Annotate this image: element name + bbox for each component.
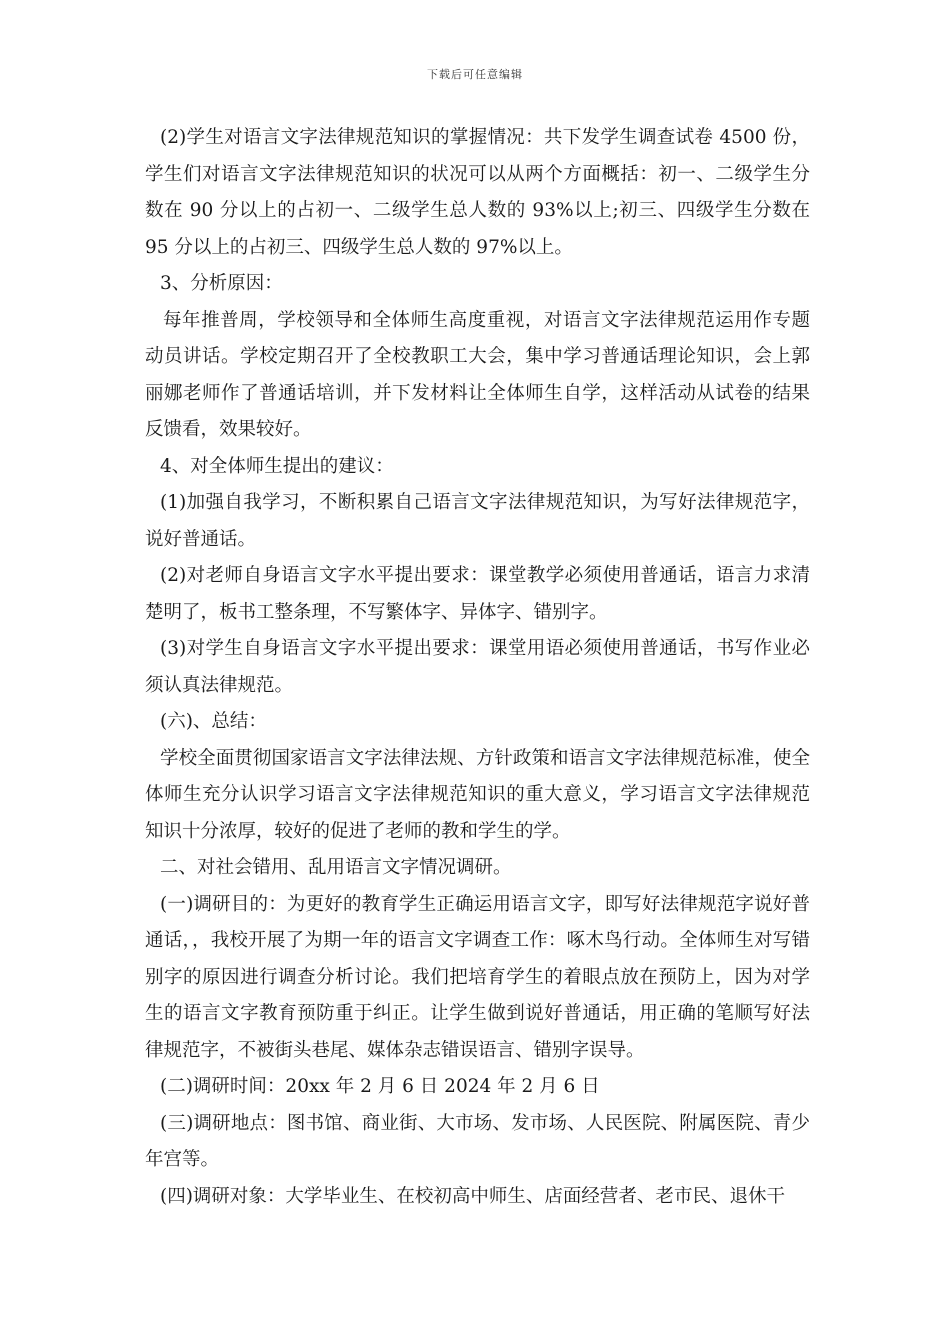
- paragraph-analysis-body: 每年推普周，学校领导和全体师生高度重视，对语言文字法律规范运用作专题动员讲话。学校定期召开了全校教职工大会，集中学习普通话理论知识，会上郭丽娜老师作了普通话培训，并下发材料让全体师生自学，这样活动从试卷的结果反馈看，效果较好。: [145, 309, 810, 440]
- paragraph-students-mastery: (2)学生对语言文字法律规范知识的掌握情况：共下发学生调查试卷 4500 份，学生们对语言文字法律规范知识的状况可以从两个方面概括：初一、二级学生分数在 90 分以上的占初一、二级学生总人数的 93%以上;初三、四级学生分数在 95 分以上的占初三、四级学生总人数的 97%以上。: [145, 127, 810, 258]
- heading-analysis: 3、分析原因：: [160, 273, 283, 294]
- document-body: [145, 120, 810, 1215]
- paragraph-suggestion-3: (3)对学生自身语言文字水平提出要求：课堂用语必须使用普通话，书写作业必须认真法律规范。: [145, 638, 810, 696]
- page-header: 下载后可任意编辑: [427, 68, 523, 81]
- heading-survey: 二、对社会错用、乱用语言文字情况调研。: [160, 857, 512, 878]
- paragraph-survey-purpose: (一)调研目的：为更好的教育学生正确运用语言文字，即写好法律规范字说好普通话，，我校开展了为期一年的语言文字调查工作：啄木鸟行动。全体师生对写错别字的原因进行调查分析讨论。我们把培育学生的着眼点放在预防上，因为对学生的语言文字教育预防重于纠正。让学生做到说好普通话，用正确的笔顺写好法律规范字，不被街头巷尾、媒体杂志错误语言、错别字误导。: [145, 893, 810, 1061]
- heading-suggestions: 4、对全体师生提出的建议：: [160, 455, 394, 477]
- paragraph-suggestion-2: (2)对老师自身语言文字水平提出要求：课堂教学必须使用普通话，语言力求清楚明了，板书工整条理，不写繁体字、异体字、错别字。: [145, 565, 810, 623]
- paragraph-survey-time: (二)调研时间：20xx 年 2 月 6 日 2024 年 2 月 6 日: [160, 1076, 600, 1097]
- heading-summary: (六)、总结：: [160, 711, 267, 732]
- paragraph-summary-body: 学校全面贯彻国家语言文字法律法规、方针政策和语言文字法律规范标准，使全体师生充分认识学习语言文字法律规范知识的重大意义，学习语言文字法律规范知识十分浓厚，较好的促进了老师的教和学生的学。: [145, 747, 810, 842]
- paragraph-survey-subjects: (四)调研对象：大学毕业生、在校初高中师生、店面经营者、老市民、退休干: [160, 1185, 785, 1207]
- paragraph-suggestion-1: (1)加强自我学习，不断积累自己语言文字法律规范知识，为写好法律规范字，说好普通话。: [145, 492, 810, 550]
- paragraph-survey-location: (三)调研地点：图书馆、商业街、大市场、发市场、人民医院、附属医院、青少年宫等。: [145, 1112, 810, 1170]
